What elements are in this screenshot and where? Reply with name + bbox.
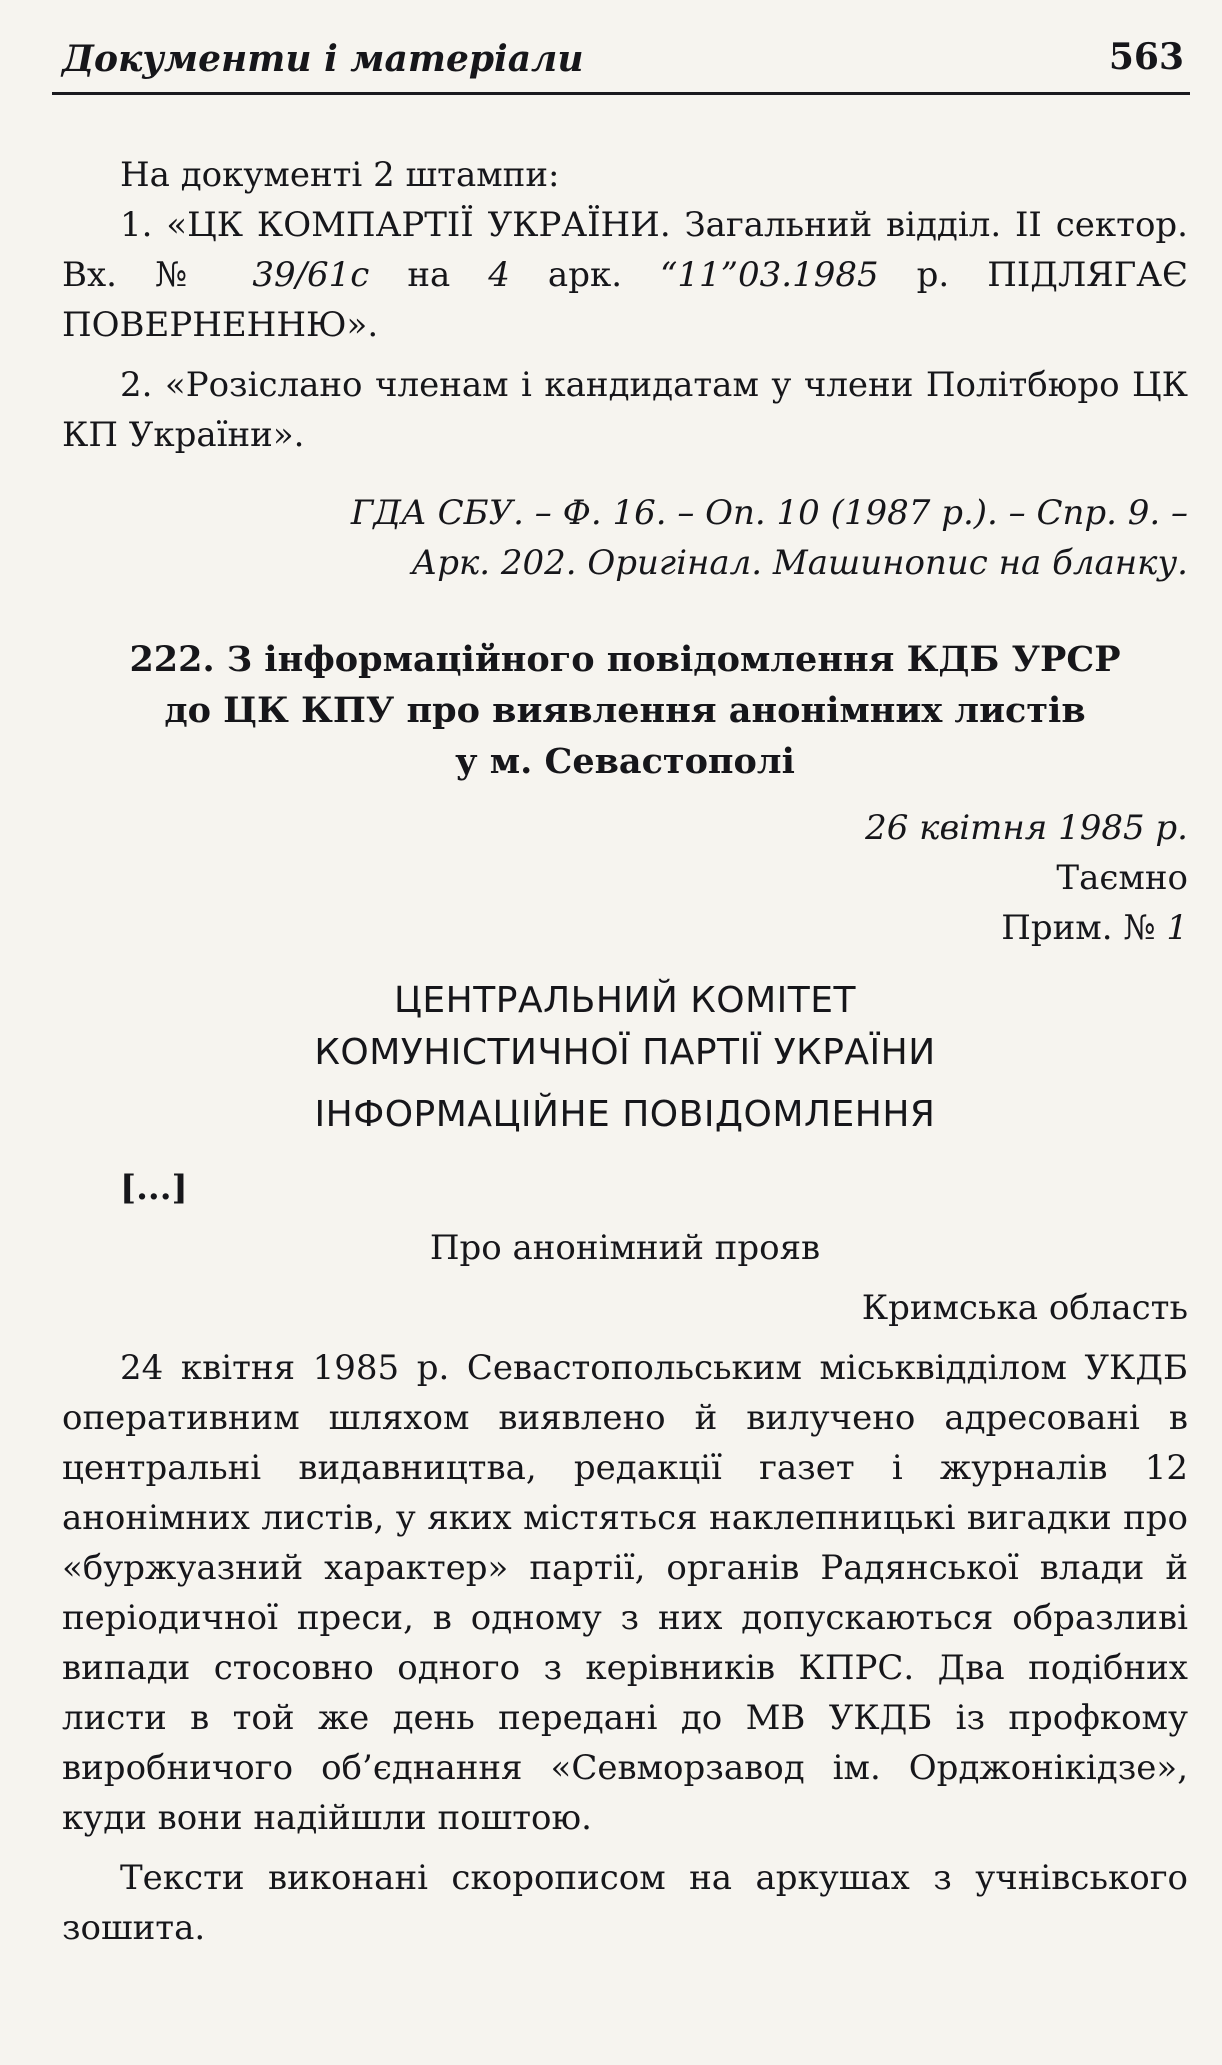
citation-line-1: ГДА СБУ. – Ф. 16. – Оп. 10 (1987 р.). – Спр. 9. – (350, 493, 1188, 533)
region-line: Кримська область (861, 1288, 1188, 1328)
citation-line-2: Арк. 202. Оригінал. Машинопис на бланку. (411, 543, 1188, 583)
copy-number-label: Прим. № (1001, 908, 1156, 948)
stamp-1-pages: 4 (488, 255, 510, 295)
org-line-3: ІНФОРМАЦІЙНЕ ПОВІДОМЛЕННЯ (314, 1094, 936, 1135)
document-title-line-2: до ЦК КПУ про виявлення анонімних листів (164, 690, 1086, 731)
stamp-1-number: 39/61с (252, 255, 370, 295)
page-header (52, 30, 1190, 95)
stamp-1-text-b: на (407, 255, 451, 295)
organization-heading (62, 975, 1188, 1141)
body-paragraph-2: Тексти виконані скорописом на аркушах з учнівського зошита. (62, 1858, 1188, 1948)
page-content (62, 150, 1188, 1953)
stamp-1 (62, 200, 1188, 350)
stamps-intro: На документі 2 штампи: (120, 155, 560, 195)
document-title-line-1: 222. З інформаційного повідомлення КДБ УРСР (129, 639, 1121, 680)
body-paragraph-1: 24 квітня 1985 р. Севастопольським міськвідділом УКДБ оперативним шляхом виявлено й вилучено адресовані в центральні видавництва, редакції газет і журналів 12 анонімних листів, у яких містяться наклепницькі вигадки про «буржуазний характер» партії, органів Радянської влади й періодичної преси, в одному з них допускаються образливі випади стосовно одного з керівників КПРС. Два подібних листи в той же день передані до МВ УКДБ із профкому виробничого об’єднання «Севморзавод ім. Орджонікідзе», куди вони надійшли поштою. (62, 1348, 1188, 1838)
org-line-1: ЦЕНТРАЛЬНИЙ КОМІТЕТ (393, 980, 857, 1021)
stamp-1-text-a: 1. «ЦК КОМПАРТІЇ УКРАЇНИ. Загальний відділ. ІІ сектор. Вх. № (62, 205, 1188, 295)
stamp-2: 2. «Розіслано членам і кандидатам у члени Політбюро ЦК КП України». (62, 365, 1188, 455)
secrecy-label: Таємно (1056, 858, 1188, 898)
subject-line: Про анонімний прояв (429, 1228, 821, 1268)
document-title-line-3: у м. Севастополі (455, 741, 795, 782)
page-number: 563 (1108, 36, 1184, 78)
stamp-1-text-d: р. ПІДЛЯГАЄ ПОВЕРНЕННЮ». (62, 255, 1189, 345)
copy-number-value: 1 (1166, 908, 1188, 948)
copy-number (62, 903, 1188, 953)
archive-citation (62, 488, 1188, 588)
omission-mark: [...] (120, 1168, 188, 1208)
stamp-1-date: “11”03.1985 (660, 255, 879, 295)
document-date: 26 квітня 1985 р. (865, 808, 1188, 848)
org-line-2: КОМУНІСТИЧНОЇ ПАРТІЇ УКРАЇНИ (314, 1032, 936, 1073)
running-head: Документи і матеріали (62, 38, 584, 80)
stamp-1-text-c: арк. (547, 255, 623, 295)
document-title (62, 634, 1188, 787)
